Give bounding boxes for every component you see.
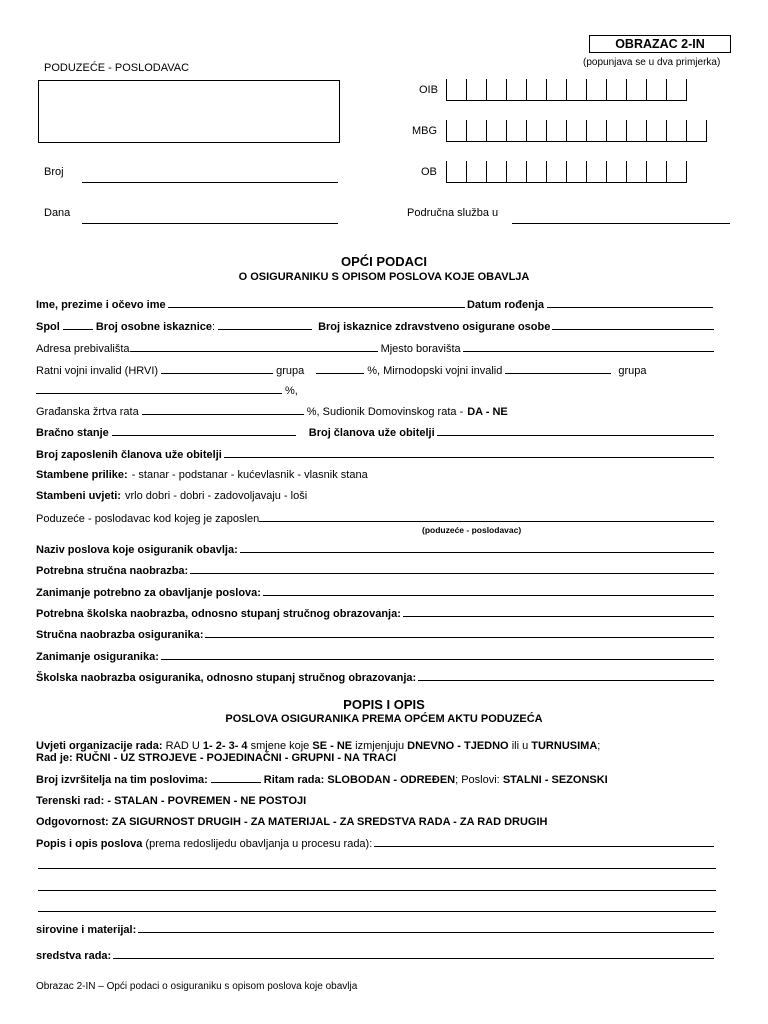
ili-u: ili u (511, 740, 529, 752)
ins-training-row (36, 628, 716, 641)
employed-family-row (36, 448, 716, 461)
group-label: grupa (276, 365, 305, 377)
percent-row (36, 384, 716, 397)
dana-field[interactable] (82, 223, 338, 224)
conditions-label: Uvjeti organizacije rada: (36, 740, 163, 752)
housing-options[interactable]: - stanar - podstanar - kućevlasnik - vlasnik stana (131, 469, 368, 481)
workers-field[interactable] (211, 773, 261, 783)
jobs-label: ; Poslovi: (455, 774, 500, 786)
sex-label: Spol (36, 321, 60, 333)
id-field[interactable] (218, 320, 312, 330)
dana-label: Dana (44, 207, 71, 219)
dnevno-tjedno-options[interactable]: DNEVNO - TJEDNO (407, 740, 509, 752)
marital-row (36, 426, 716, 439)
rad-je-options[interactable]: RUČNI - UZ STROJEVE - POJEDINAČNI - GRUPNI - NA TRACI (75, 752, 397, 764)
war-invalid-field[interactable] (161, 364, 273, 374)
civil-victim-field[interactable] (142, 405, 304, 415)
job-title-field[interactable] (240, 543, 714, 553)
civil-victim-row (36, 405, 716, 418)
family-count-label: Broj članova uže obitelji (308, 427, 435, 439)
ob-label: OB (421, 166, 437, 178)
materials-field[interactable] (138, 923, 714, 933)
req-training-field[interactable] (190, 564, 714, 574)
ins-school-row (36, 671, 716, 684)
broj-label: Broj (44, 166, 64, 178)
workers-label: Broj izvršitelja na tim poslovima: (36, 774, 208, 786)
job-title-label: Naziv poslova koje osiguranik obavlja: (36, 544, 238, 556)
materials-row (36, 923, 716, 936)
ins-occupation-row (36, 650, 716, 663)
office-label: Područna služba u (407, 207, 499, 219)
req-school-field[interactable] (403, 607, 714, 617)
workers-row (36, 773, 716, 786)
housing-label: Stambene prilike: (36, 469, 128, 481)
list-field-4[interactable] (38, 911, 716, 912)
residence-field[interactable] (463, 342, 714, 352)
list-field-2[interactable] (38, 868, 716, 869)
rhythm-options[interactable]: SLOBODAN - ODREĐEN (327, 774, 456, 786)
list-label: Popis i opis poslova (36, 838, 143, 850)
family-count-field[interactable] (437, 426, 714, 436)
mbg-label: MBG (412, 125, 438, 137)
izmjenjuju: izmjenjuju (355, 740, 405, 752)
housing-cond-row (36, 490, 716, 502)
war-invalid-row (36, 364, 716, 377)
peace-percent-field[interactable] (36, 384, 282, 394)
shifts-options[interactable]: 1- 2- 3- 4 (202, 740, 248, 752)
veteran-options[interactable]: DA - NE (467, 406, 508, 418)
broj-field[interactable] (82, 182, 338, 183)
ins-training-field[interactable] (205, 628, 714, 638)
rad-je-row (36, 752, 716, 764)
housing-row (36, 469, 716, 481)
marital-field[interactable] (112, 426, 296, 436)
employed-family-label: Broj zaposlenih članova uže obitelji (36, 449, 222, 461)
resp-label: Odgovornost: (36, 816, 109, 828)
name-label: Ime, prezime i očevo ime (36, 299, 166, 311)
peace-invalid-label: %, Mirnodopski vojni invalid (367, 365, 503, 377)
residence-label: Mjesto boravišta (380, 343, 461, 355)
list-field-1[interactable] (374, 837, 714, 847)
office-field[interactable] (512, 223, 730, 224)
tools-row (36, 949, 716, 962)
veteran-label: %, Sudionik Domovinskog rata - (306, 406, 464, 418)
address-row (36, 342, 716, 355)
employer-line-label: Poduzeće - poslodavac kod kojeg je zaposlen (36, 513, 260, 525)
semicolon: ; (597, 740, 601, 752)
footer-text: Obrazac 2-IN – Opći podaci o osiguraniku s opisom poslova koje obavlja (36, 981, 358, 992)
health-field[interactable] (552, 320, 714, 330)
smjene-koje: smjene koje (250, 740, 310, 752)
employer-label: PODUZEĆE - POSLODAVAC (44, 62, 190, 74)
field-label: Terenski rad: (36, 795, 105, 807)
mbg-cells[interactable] (446, 120, 707, 142)
address-field[interactable] (130, 342, 378, 352)
field-row (36, 795, 716, 807)
ins-school-label: Školska naobrazba osiguranika, odnosno stupanj stručnog obrazovanja: (36, 672, 417, 684)
name-row (36, 298, 716, 311)
percent-comma: %, (285, 385, 298, 397)
civil-victim-label: Građanska žrtva rata (36, 406, 139, 418)
group-label-2: grupa (618, 365, 647, 377)
employer-box[interactable] (38, 80, 340, 143)
jobs-options[interactable]: STALNI - SEZONSKI (502, 774, 608, 786)
war-percent-field[interactable] (316, 364, 364, 374)
req-occupation-row (36, 586, 716, 599)
resp-row (36, 816, 716, 828)
war-invalid-label: Ratni vojni invalid (HRVI) (36, 365, 159, 377)
id-label: Broj osobne iskaznice (95, 321, 212, 333)
rad-u: RAD U (165, 740, 200, 752)
employed-family-field[interactable] (224, 448, 714, 458)
ins-school-field[interactable] (418, 671, 714, 681)
turnusima-option[interactable]: TURNUSIMA (531, 740, 598, 752)
ins-occupation-field[interactable] (161, 650, 714, 660)
dob-label: Datum rođenja (466, 299, 544, 311)
materials-label: sirovine i materijal: (36, 924, 137, 936)
health-label: Broj iskaznice zdravstveno osigurane osobe (318, 321, 551, 333)
req-training-row (36, 564, 716, 577)
resp-options[interactable]: ZA SIGURNOST DRUGIH - ZA MATERIJAL - ZA SREDSTVA RADA - ZA RAD DRUGIH (111, 816, 548, 828)
oib-label: OIB (419, 84, 438, 96)
address-label: Adresa prebivališta (36, 343, 130, 355)
name-field[interactable] (168, 298, 465, 308)
tools-label: sredstva rada: (36, 950, 112, 962)
tools-field[interactable] (113, 949, 714, 959)
list-row (36, 837, 716, 850)
section2-title: POPIS I OPIS (343, 697, 425, 712)
form-code: OBRAZAC 2-IN (589, 35, 731, 53)
section2-subtitle: POSLOVA OSIGURANIKA PREMA OPĆEM AKTU PODUZEĆA (225, 713, 543, 725)
req-occupation-field[interactable] (263, 586, 714, 596)
job-title-row (36, 543, 716, 556)
conditions-row (36, 740, 716, 752)
sex-row: Spol Broj osobne iskaznice : Broj iskaznice zdravstveno osigurane osobe (36, 320, 716, 333)
employer-line-caption: (poduzeće - poslodavac) (422, 525, 522, 535)
copies-note: (popunjava se u dva primjerka) (583, 57, 721, 68)
rhythm-label: Ritam rada: (263, 774, 325, 786)
oib-cells[interactable] (446, 79, 687, 101)
req-training-label: Potrebna stručna naobrazba: (36, 565, 189, 577)
req-school-row (36, 607, 716, 620)
list-note: (prema redoslijedu obavljanja u procesu rada): (145, 838, 373, 850)
ins-training-label: Stručna naobrazba osiguranika: (36, 629, 204, 641)
section1-subtitle: O OSIGURANIKU S OPISOM POSLOVA KOJE OBAVLJA (238, 271, 530, 283)
housing-cond-label: Stambeni uvjeti: (36, 490, 121, 502)
peace-invalid-field[interactable] (505, 364, 611, 374)
list-field-3[interactable] (38, 890, 716, 891)
field-options[interactable]: - STALAN - POVREMEN - NE POSTOJI (107, 795, 307, 807)
dob-field[interactable] (547, 298, 713, 308)
req-school-label: Potrebna školska naobrazba, odnosno stupanj stručnog obrazovanja: (36, 608, 401, 620)
rad-je-label: Rad je: (36, 752, 73, 764)
housing-cond-options[interactable]: vrlo dobri - dobri - zadovoljavaju - loši (124, 490, 308, 502)
ob-cells[interactable] (446, 161, 687, 183)
section1-title: OPĆI PODACI (341, 254, 427, 269)
employer-line-field[interactable] (259, 512, 714, 522)
req-occupation-label: Zanimanje potrebno za obavljanje poslova: (36, 587, 261, 599)
marital-label: Bračno stanje (36, 427, 109, 439)
sex-field[interactable] (63, 320, 93, 330)
se-ne-options[interactable]: SE - NE (312, 740, 353, 752)
ins-occupation-label: Zanimanje osiguranika: (36, 651, 159, 663)
employer-line-row (36, 512, 716, 525)
